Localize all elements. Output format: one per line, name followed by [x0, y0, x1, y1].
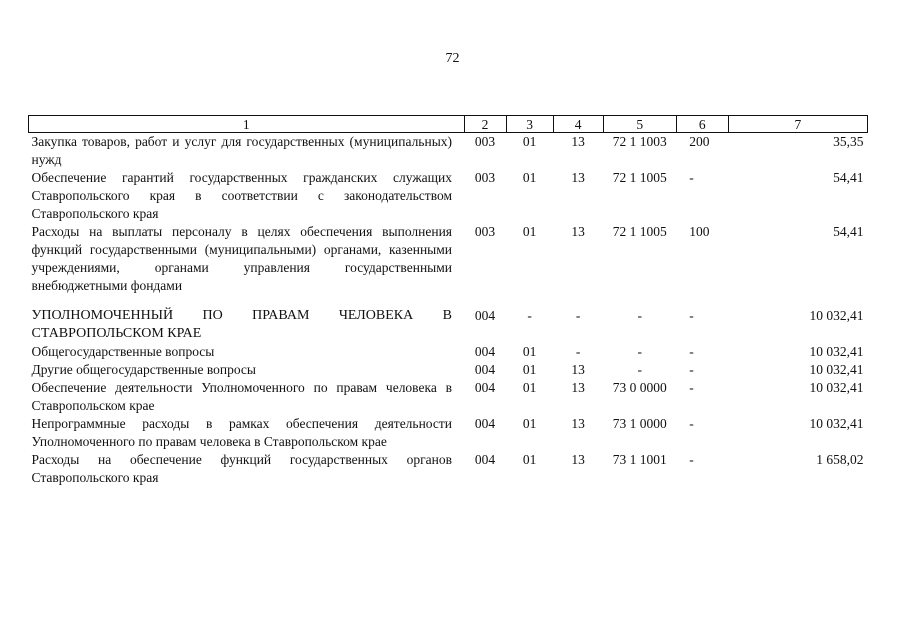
row-section-code: 01: [522, 452, 537, 467]
row-name: Непрограммные расходы в рамках обеспечения деятельности Уполномоченного по правам человека в Ставропольском крае: [31, 416, 453, 449]
table-row: [29, 343, 868, 361]
table-row: [29, 451, 868, 487]
row-subsection-code: 13: [571, 416, 585, 431]
row-subsection-code: 13: [571, 362, 585, 377]
row-amount: 54,41: [833, 224, 864, 239]
row-expense-type-code: -: [689, 452, 694, 467]
row-section-code: 01: [522, 416, 537, 431]
row-ministry-code: 004: [474, 416, 496, 431]
row-amount: 10 032,41: [809, 362, 864, 377]
row-expense-type-code: -: [689, 380, 694, 395]
row-section-code: 01: [522, 380, 537, 395]
row-expense-type-code: -: [689, 344, 694, 359]
column-header-3: 3: [506, 116, 553, 133]
column-header-4: 4: [553, 116, 603, 133]
row-section-code: -: [527, 308, 532, 323]
column-header-1: 1: [29, 116, 465, 133]
spacer-row: [29, 295, 868, 307]
row-expense-type-code: -: [689, 308, 694, 323]
row-name: Обеспечение деятельности Уполномоченного по правам человека в Ставропольском крае: [31, 380, 453, 413]
page-number: 72: [445, 51, 460, 66]
budget-table: [28, 115, 868, 487]
row-name: Обеспечение гарантий государственных гражданских служащих Ставропольского края в соответствии с законодательством Ставропольского края: [31, 170, 453, 221]
row-section-code: 01: [522, 362, 537, 377]
table-row: [29, 361, 868, 379]
row-ministry-code: 003: [474, 134, 496, 149]
row-amount: 10 032,41: [809, 308, 864, 323]
row-target-code: 72 1 1005: [612, 170, 667, 185]
row-target-code: 73 1 0000: [612, 416, 667, 431]
table-row: [29, 379, 868, 415]
table-row: [29, 133, 868, 170]
row-ministry-code: 004: [474, 362, 496, 377]
row-subsection-code: -: [575, 344, 581, 359]
row-amount: 35,35: [833, 134, 864, 149]
row-section-code: 01: [522, 224, 537, 239]
row-section-code: 01: [522, 344, 537, 359]
row-ministry-code: 004: [474, 380, 496, 395]
column-header-2: 2: [464, 116, 506, 133]
row-amount: 10 032,41: [809, 416, 864, 431]
row-subsection-code: 13: [571, 452, 585, 467]
column-header-6: 6: [676, 116, 728, 133]
row-subsection-code: 13: [571, 224, 585, 239]
row-name: Расходы на обеспечение функций государственных органов Ставропольского края: [31, 452, 453, 485]
row-expense-type-code: -: [689, 416, 694, 431]
row-expense-type-code: -: [689, 362, 694, 377]
spacer-cell: [29, 295, 868, 307]
table-row: [29, 415, 868, 451]
row-section-code: 01: [522, 134, 537, 149]
header-row: [29, 116, 868, 133]
table-row: [29, 307, 868, 343]
row-amount: 54,41: [833, 170, 864, 185]
row-ministry-code: 004: [474, 308, 496, 323]
column-header-5: 5: [603, 116, 676, 133]
row-target-code: -: [637, 362, 642, 377]
row-name: УПОЛНОМОЧЕННЫЙ ПО ПРАВАМ ЧЕЛОВЕКА В СТАВРОПОЛЬСКОМ КРАЕ: [31, 308, 453, 341]
row-expense-type-code: -: [689, 170, 694, 185]
row-ministry-code: 004: [474, 344, 496, 359]
row-target-code: 73 1 1001: [612, 452, 667, 467]
row-section-code: 01: [522, 170, 537, 185]
row-ministry-code: 003: [474, 170, 496, 185]
row-name: Закупка товаров, работ и услуг для государственных (муниципальных) нужд: [31, 134, 453, 167]
row-amount: 10 032,41: [809, 380, 864, 395]
row-amount: 1 658,02: [816, 452, 864, 467]
row-subsection-code: -: [575, 308, 581, 323]
row-name: Общегосударственные вопросы: [31, 344, 215, 359]
row-subsection-code: 13: [571, 134, 585, 149]
row-target-code: -: [637, 344, 642, 359]
row-target-code: 73 0 0000: [612, 380, 667, 395]
row-target-code: 72 1 1003: [612, 134, 667, 149]
row-name: Другие общегосударственные вопросы: [31, 362, 256, 377]
row-ministry-code: 004: [474, 452, 496, 467]
row-subsection-code: 13: [571, 380, 585, 395]
row-name: Расходы на выплаты персоналу в целях обеспечения выполнения функций государственными (муниципальными) органами, казенными учреждениями, органами управления государственными внебюджетными фондами: [31, 224, 453, 293]
table-row: [29, 223, 868, 295]
row-target-code: -: [637, 308, 642, 323]
row-expense-type-code: 100: [689, 224, 710, 239]
table-row: [29, 169, 868, 223]
column-header-7: 7: [728, 116, 867, 133]
row-subsection-code: 13: [571, 170, 585, 185]
row-target-code: 72 1 1005: [612, 224, 667, 239]
row-ministry-code: 003: [474, 224, 496, 239]
row-expense-type-code: 200: [689, 134, 710, 149]
row-amount: 10 032,41: [809, 344, 864, 359]
